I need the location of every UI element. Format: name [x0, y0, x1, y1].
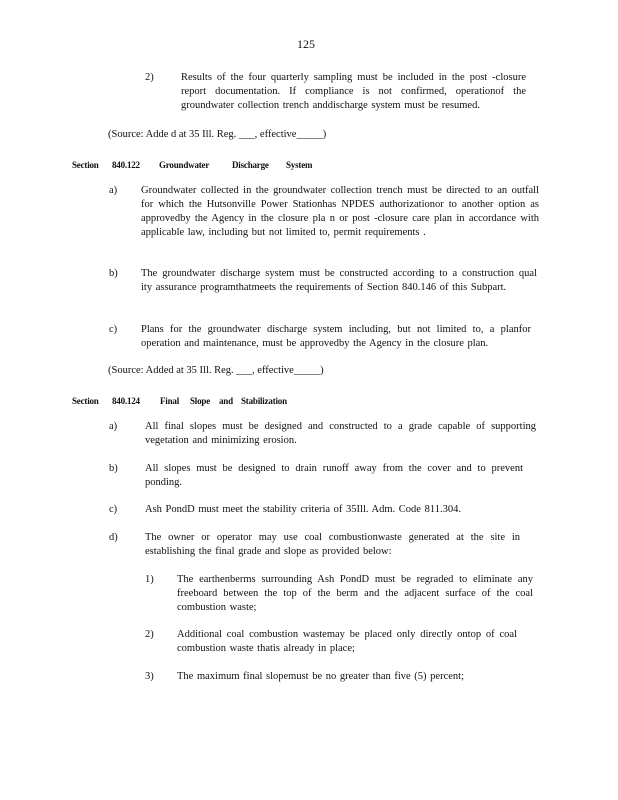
subitem-number: 3) — [145, 671, 154, 682]
item-number: c) — [109, 324, 118, 335]
item-text: All final slopes must be designed and constructed to a grade capable of supporting vegetation and minimizing erosion. — [145, 421, 536, 446]
section-title-word: Slope — [190, 396, 211, 406]
item-text: Groundwater collected in the groundwater collection trench must be directed to an outfall for which the Hutsonville Power Stationhas NPDES authorizationor to another option as approvedby the Agency in the closure pla n or post -closure care plan in accordance with applicable law, including but not limited to, permit requirements . — [141, 185, 539, 238]
section-word: Section — [72, 396, 99, 406]
section-title-word: and — [219, 396, 233, 406]
subitem-number: 1) — [145, 574, 154, 585]
item-number: b) — [109, 268, 118, 279]
item-number: c) — [109, 504, 118, 515]
section-title-word: Groundwater — [159, 160, 210, 170]
section-title-word: System — [286, 160, 313, 170]
item-text: The groundwater discharge system must be constructed according to a construction qual ity assurance programthatmeets the requirements of Section 840.146 of this Subpart. — [141, 268, 537, 293]
item-text: Plans for the groundwater discharge system including, but not limited to, a planfor operation and maintenance, must be approvedby the Agency in the closure plan. — [141, 324, 531, 349]
section-title-word: Final — [160, 396, 180, 406]
item-number: 2) — [145, 72, 154, 83]
subitem-number: 2) — [145, 629, 154, 640]
section-heading — [0, 158, 618, 172]
section-word: Section — [72, 160, 99, 170]
item-number: a) — [109, 185, 118, 196]
source-note: (Source: Added at 35 Ill. Reg. ___, effective_____) — [108, 365, 324, 376]
section-number: 840.122 — [112, 160, 140, 170]
section-title-word: Discharge — [232, 160, 269, 170]
item-text: Results of the four quarterly sampling must be included in the post -closure report documentation. If compliance is not confirmed, operationof the groundwater collection trench anddischarge system must be resumed. — [181, 72, 526, 111]
subitem-text: Additional coal combustion wastemay be placed only directly ontop of coal combustion waste thatis already in place; — [177, 629, 517, 654]
item-number: d) — [109, 532, 118, 543]
item-number: b) — [109, 463, 118, 474]
section-title-word: Stabilization — [241, 396, 287, 406]
item-text: The owner or operator may use coal combustionwaste generated at the site in establishing the final grade and slope as provided below: — [145, 532, 520, 557]
section-heading — [0, 394, 618, 408]
section-number: 840.124 — [112, 396, 140, 406]
item-text: Ash PondD must meet the stability criteria of 35Ill. Adm. Code 811.304. — [145, 504, 461, 515]
subitem-text: The maximum final slopemust be no greater than five (5) percent; — [177, 671, 464, 682]
page-number: 125 — [297, 37, 315, 51]
source-note: (Source: Adde d at 35 Ill. Reg. ___, effective_____) — [108, 129, 327, 140]
item-text: All slopes must be designed to drain runoff away from the cover and to prevent ponding. — [145, 463, 523, 488]
subitem-text: The earthenberms surrounding Ash PondD must be regraded to eliminate any freeboard between the top of the berm and the adjacent surface of the coal combustion waste; — [177, 574, 533, 613]
item-number: a) — [109, 421, 118, 432]
